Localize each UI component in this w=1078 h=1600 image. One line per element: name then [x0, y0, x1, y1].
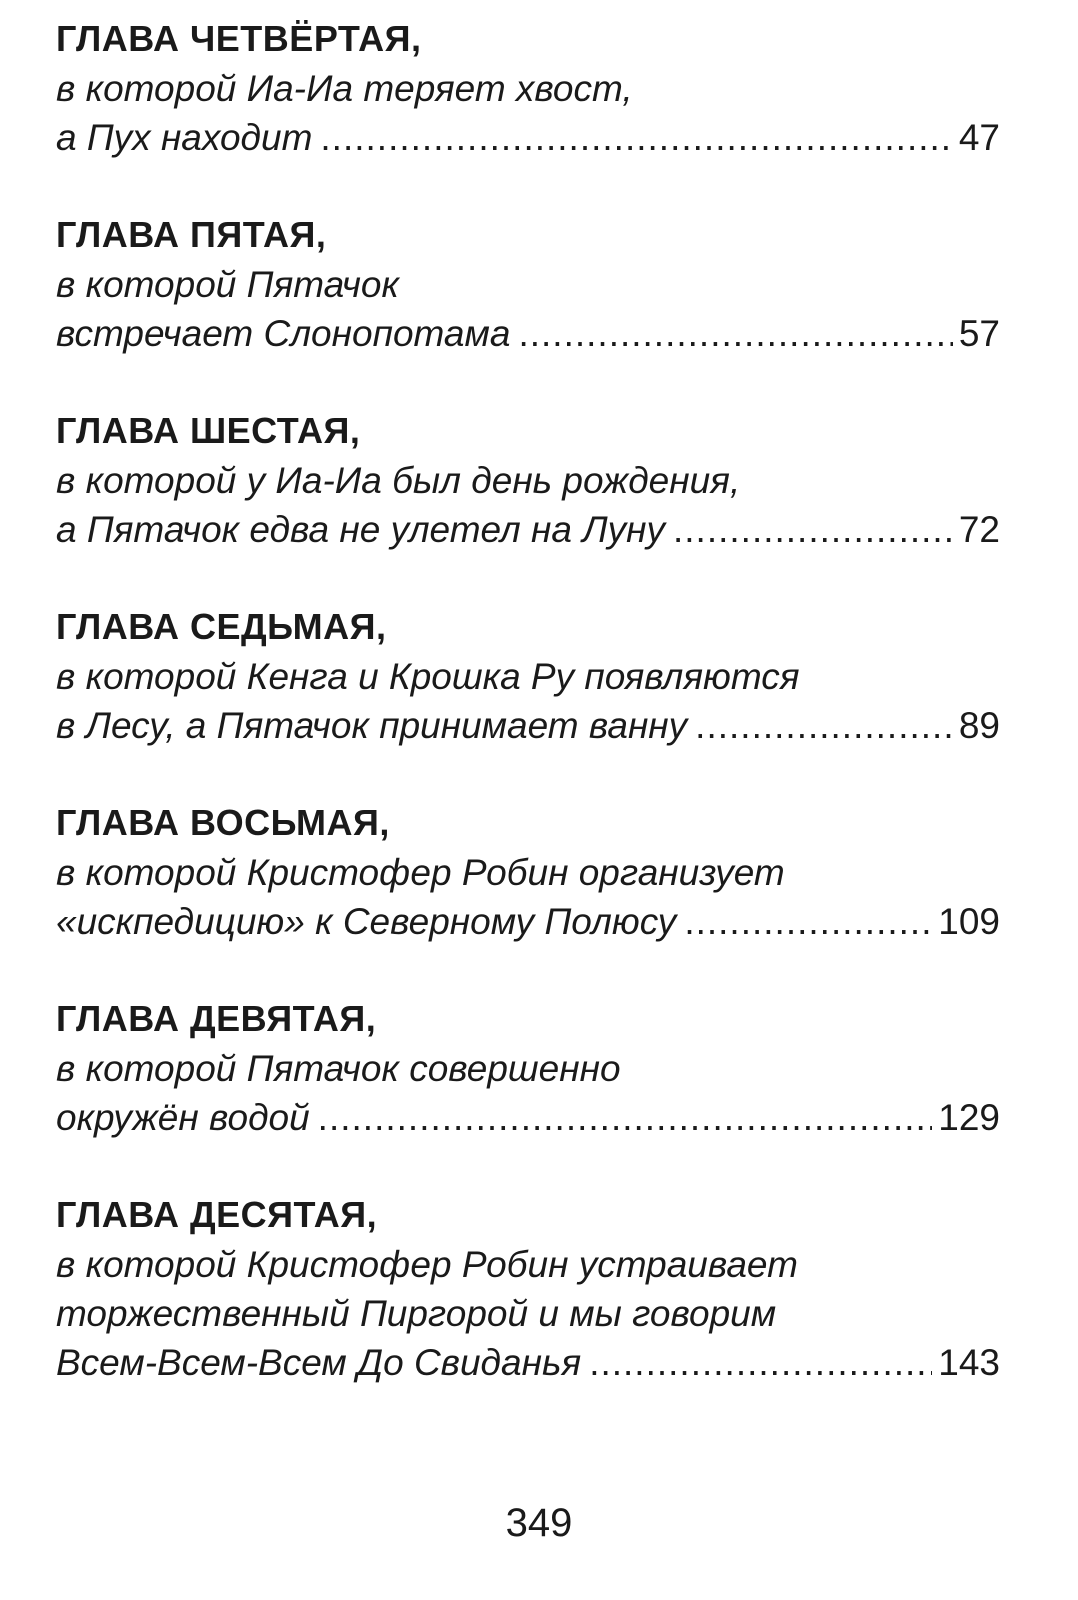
chapter-description-line: Всем-Всем-Всем До Свиданья: [56, 1342, 582, 1383]
chapter-description-line: торжественный Пиргорой и мы говорим: [56, 1293, 777, 1334]
chapter-title: ГЛАВА ДЕВЯТАЯ,: [56, 998, 377, 1039]
chapter-title: ГЛАВА ВОСЬМАЯ,: [56, 802, 390, 843]
chapter-description-line: встречает Слонопотама: [56, 313, 511, 354]
chapter-description-line: а Пух находит: [56, 117, 313, 158]
chapter-description-line: в которой Кенга и Крошка Ру появляются: [56, 656, 800, 697]
chapter-description-line: в которой Кристофер Робин устраивает: [56, 1244, 798, 1285]
page-number: 47: [958, 117, 1000, 158]
chapter-last-line: [56, 897, 1000, 946]
chapter-description-line: в которой Пятачок: [56, 264, 399, 305]
toc-entry-chapter-7: [56, 602, 1000, 750]
chapter-last-line: [56, 1093, 1000, 1142]
chapter-description-line: в которой Кристофер Робин организует: [56, 852, 785, 893]
chapter-description-line: в которой Пятачок совершенно: [56, 1048, 621, 1089]
page-number: 72: [958, 509, 1000, 550]
chapter-description-line: а Пятачок едва не улетел на Луну: [56, 509, 665, 550]
dot-leader: [320, 113, 952, 162]
chapter-last-line: [56, 309, 1000, 358]
folio-page-number: 349: [505, 1501, 573, 1545]
toc-entry-chapter-4: [56, 14, 1000, 162]
page-number: 143: [938, 1342, 1000, 1383]
table-of-contents: [56, 14, 1000, 1435]
toc-entry-chapter-10: [56, 1190, 1000, 1387]
toc-entry-chapter-5: [56, 210, 1000, 358]
page-number: 89: [958, 705, 1000, 746]
dot-leader: [684, 897, 932, 946]
page-number: 109: [938, 901, 1000, 942]
chapter-title: ГЛАВА СЕДЬМАЯ,: [56, 606, 387, 647]
chapter-description-line: окружён водой: [56, 1097, 310, 1138]
chapter-title: ГЛАВА ЧЕТВЁРТАЯ,: [56, 18, 422, 59]
chapter-last-line: [56, 505, 1000, 554]
dot-leader: [518, 309, 952, 358]
chapter-description-line: в которой у Иа-Иа был день рождения,: [56, 460, 741, 501]
toc-entry-chapter-6: [56, 406, 1000, 554]
chapter-description-line: «искпедицию» к Северному Полюсу: [56, 901, 677, 942]
chapter-title: ГЛАВА ДЕСЯТАЯ,: [56, 1194, 378, 1235]
chapter-last-line: [56, 1338, 1000, 1387]
dot-leader: [589, 1338, 932, 1387]
toc-entry-chapter-9: [56, 994, 1000, 1142]
chapter-title: ГЛАВА ПЯТАЯ,: [56, 214, 327, 255]
dot-leader: [673, 505, 953, 554]
page-number: 57: [958, 313, 1000, 354]
chapter-title: ГЛАВА ШЕСТАЯ,: [56, 410, 361, 451]
chapter-last-line: [56, 113, 1000, 162]
page-number: 129: [938, 1097, 1000, 1138]
dot-leader: [318, 1093, 933, 1142]
toc-entry-chapter-8: [56, 798, 1000, 946]
chapter-last-line: [56, 701, 1000, 750]
chapter-description-line: в Лесу, а Пятачок принимает ванну: [56, 705, 688, 746]
chapter-description-line: в которой Иа-Иа теряет хвост,: [56, 68, 633, 109]
dot-leader: [695, 701, 953, 750]
